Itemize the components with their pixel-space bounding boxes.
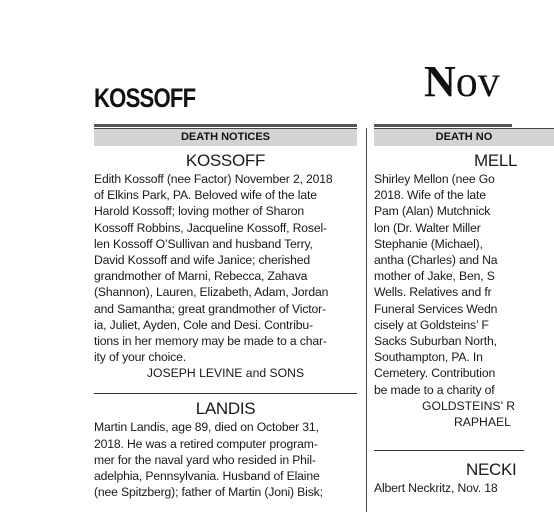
body-line: and Samantha; great grandmother of Victor- xyxy=(94,301,326,316)
funeral-home-signoff: GOLDSTEINS’ R xyxy=(422,398,516,413)
body-line: lon (Dr. Walter Miller xyxy=(374,220,481,235)
notice-divider xyxy=(94,393,357,394)
notice-body xyxy=(94,419,357,500)
body-line: (nee Spitzberg); father of Martin (Joni) Bisk; xyxy=(94,485,323,500)
body-line: 2018. He was a retired computer program- xyxy=(94,436,318,451)
body-line: Shirley Mellon (nee Go xyxy=(374,172,495,186)
death-notices-banner: DEATH NO xyxy=(374,128,554,146)
left-column xyxy=(94,128,357,500)
notice-name: NECKI xyxy=(466,459,517,479)
notice-landis xyxy=(94,400,357,500)
body-line: len Kossoff O’Sullivan and husband Terry, xyxy=(94,236,313,251)
body-line: adelphia, Pennsylvania. Husband of Elaine xyxy=(94,469,320,484)
body-line: Funeral Services Wedn xyxy=(374,301,498,316)
body-line: Harold Kossoff; loving mother of Sharon xyxy=(94,204,305,219)
body-line: Kossoff Robbins, Jacqueline Kossoff, Rosel- xyxy=(94,220,327,235)
masthead-rest: ov xyxy=(455,57,500,106)
body-line: Southampton, PA. In xyxy=(374,350,483,365)
funeral-home-signoff: JOSEPH LEVINE and SONS xyxy=(146,366,305,381)
body-line: Edith Kossoff (nee Factor) November 2, 2018 xyxy=(94,172,333,186)
body-line: Sacks Suburban North, xyxy=(374,334,497,349)
notice-body xyxy=(374,480,554,496)
body-line: mer for the naval yard who resided in Phil- xyxy=(94,452,316,467)
notice-body xyxy=(374,171,554,398)
body-line: tions in her memory may be made to a char- xyxy=(94,334,327,349)
body-line: Stephanie (Michael), xyxy=(374,236,483,251)
body-line: Cemetery. Contribution xyxy=(374,366,496,381)
body-line: grandmother of Marni, Rebecca, Zahava xyxy=(94,269,308,284)
masthead-initial: N xyxy=(424,57,456,106)
body-line: 2018. Wife of the late xyxy=(374,188,486,203)
body-line: of Elkins Park, PA. Beloved wife of the late xyxy=(94,188,317,203)
left-column-top-rule xyxy=(94,124,357,127)
column-divider-line xyxy=(366,128,367,512)
body-line: Albert Neckritz, Nov. 18 xyxy=(374,480,498,495)
notice-divider xyxy=(374,450,524,451)
body-line: Pam (Alan) Mutchnick xyxy=(374,204,491,219)
body-line: (Shannon), Lauren, Elizabeth, Adam, Jordan xyxy=(94,285,329,300)
death-notices-banner: DEATH NOTICES xyxy=(94,128,357,146)
right-column xyxy=(374,128,524,496)
page-surname-heading: KOSSOFF xyxy=(94,83,196,113)
body-line: Martin Landis, age 89, died on October 31, xyxy=(94,420,319,435)
right-column-top-rule xyxy=(374,124,512,127)
notice-name: LANDIS xyxy=(195,399,256,419)
body-line: ity of your choice. xyxy=(94,350,186,365)
notice-name: MELL xyxy=(474,151,518,170)
notice-kossoff xyxy=(94,152,357,381)
masthead xyxy=(424,57,500,106)
notice-neckritz xyxy=(374,461,524,496)
body-line: antha (Charles) and Na xyxy=(374,253,498,268)
body-line: ia, Juliet, Ayden, Cole and Desi. Contribu- xyxy=(94,317,313,332)
notice-name: KOSSOFF xyxy=(185,151,266,170)
body-line: be made to a charity of xyxy=(374,382,495,397)
body-line: David Kossoff and wife Janice; cherished xyxy=(94,253,310,268)
funeral-home-signoff: RAPHAEL xyxy=(454,414,511,429)
body-line: Wells. Relatives and fr xyxy=(374,285,492,300)
body-line: cisely at Goldsteins’ F xyxy=(374,317,489,332)
body-line: mother of Jake, Ben, S xyxy=(374,269,495,284)
notice-body xyxy=(94,171,357,365)
notice-mellon xyxy=(374,152,524,430)
